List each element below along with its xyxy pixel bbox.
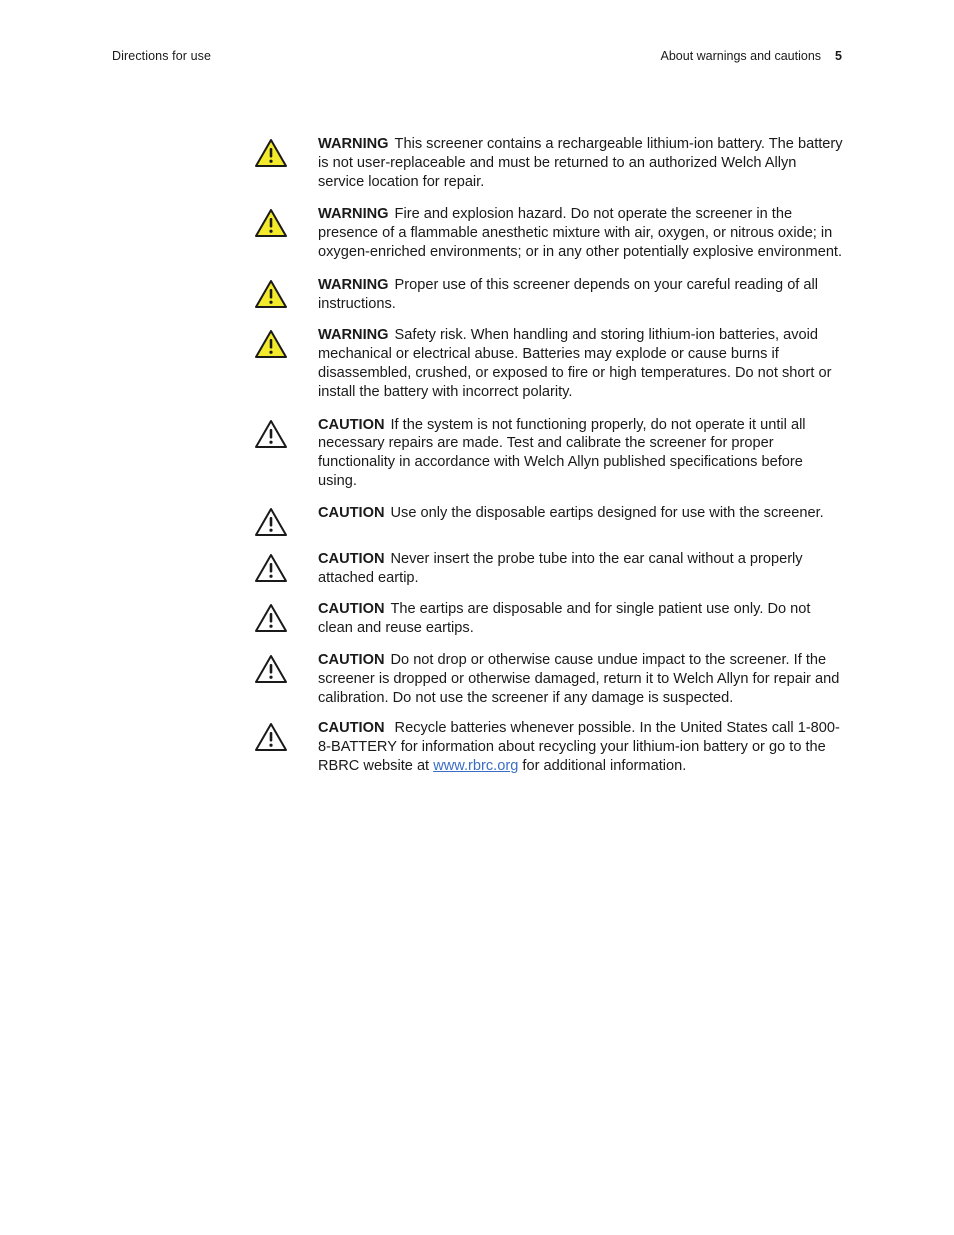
notice-warning (254, 276, 844, 314)
section-title: About warnings and cautions (660, 49, 822, 63)
page-number: 5 (835, 49, 842, 63)
notice-caution (254, 550, 844, 588)
notice-body: Recycle batteries whenever possible. In the United States call 1-800-8-BATTERY for information about recycling your lithium-ion battery or go to the RBRC website at (318, 720, 840, 774)
notice-text (318, 135, 844, 191)
notice-list (254, 135, 844, 776)
notice-label: WARNING (318, 276, 389, 293)
notice-label: WARNING (318, 136, 389, 152)
notice-body: Proper use of this screener depends on your careful reading of all instructions. (318, 276, 819, 312)
caution-triangle-icon (254, 722, 288, 752)
notice-body: The eartips are disposable and for single patient use only. Do not clean and reuse eartips. (318, 601, 811, 637)
notice-body-end: for additional information. (522, 757, 687, 774)
notice-body: Use only the disposable eartips designed for use with the screener. (390, 504, 824, 521)
warning-triangle-icon (254, 279, 288, 309)
notice-body: Safety risk. When handling and storing lithium-ion batteries, avoid mechanical or electrical abuse. Batteries may explode or cause burns if disassembled, crushed, or exposed to fire or high temperatures. Do not short or install the battery with incorrect polarity. (318, 327, 832, 400)
caution-triangle-icon (254, 654, 288, 684)
notice-caution (254, 651, 844, 707)
caution-triangle-icon (254, 507, 288, 537)
caution-triangle-icon (254, 603, 288, 633)
notice-text (318, 550, 844, 588)
notice-text (318, 600, 844, 638)
notice-caution (254, 600, 844, 638)
notice-text (318, 416, 844, 491)
notice-label: CAUTION (318, 720, 385, 737)
notice-text (318, 719, 844, 775)
notice-warning (254, 135, 844, 191)
notice-label: CAUTION (318, 550, 385, 567)
notice-caution (254, 416, 844, 491)
notice-body: Do not drop or otherwise cause undue impact to the screener. If the screener is dropped or otherwise damaged, return it to Welch Allyn for repair and calibration. Do not use the screener if any damage is suspected. (318, 651, 840, 706)
notice-label: CAUTION (318, 504, 385, 521)
notice-caution-recycle (254, 719, 844, 775)
running-header-title: Directions for use (112, 49, 212, 63)
notice-warning (254, 205, 844, 261)
notice-body: Fire and explosion hazard. Do not operate the screener in the presence of a flammable anesthetic mixture with air, oxygen, or nitrous oxide; in oxygen-enriched environments; or in any other potentially explosive environment. (318, 206, 843, 260)
notice-label: CAUTION (318, 601, 385, 618)
notice-body: Never insert the probe tube into the ear canal without a properly attached eartip. (318, 550, 803, 586)
notice-text (318, 326, 844, 401)
caution-triangle-icon (254, 553, 288, 583)
notice-label: WARNING (318, 327, 389, 344)
running-header-section (661, 49, 842, 63)
rbrc-link[interactable]: www.rbrc.org (433, 757, 519, 774)
notice-label: CAUTION (318, 651, 385, 668)
notice-warning (254, 326, 844, 401)
notice-text (318, 651, 844, 707)
notice-text (318, 504, 844, 523)
warning-triangle-icon (254, 138, 288, 168)
notice-body: If the system is not functioning properly, do not operate it until all necessary repairs are made. Test and calibrate the screener for proper functionality in accordance with Welch Allyn published specifications before using. (318, 416, 806, 489)
warning-triangle-icon (254, 329, 288, 359)
notice-label: WARNING (318, 206, 389, 223)
notice-text (318, 205, 844, 261)
notice-body: This screener contains a rechargeable lithium-ion battery. The battery is not user-replaceable and must be returned to an authorized Welch Allyn service location for repair. (318, 136, 843, 190)
caution-triangle-icon (254, 419, 288, 449)
warning-triangle-icon (254, 208, 288, 238)
notice-label: CAUTION (318, 416, 385, 433)
notice-caution (254, 504, 844, 537)
notice-text (318, 276, 844, 314)
